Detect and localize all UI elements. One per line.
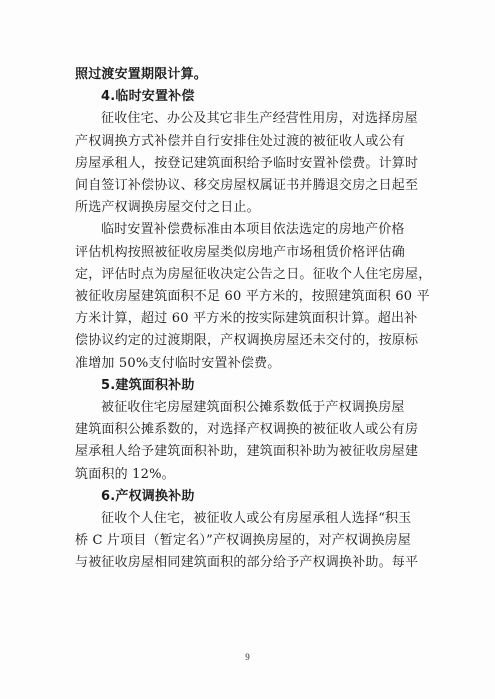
section-heading-4: 4.临时安置补偿	[101, 89, 195, 105]
text-line: 征收个人住宅，被征收人或公有房屋承租人选择“积玉	[101, 511, 412, 527]
text-line: 屋承租人给予建筑面积补助，建筑面积补助为被征收房屋建	[75, 444, 419, 460]
text-line: 筑面积的 12%。	[75, 466, 175, 482]
page-number: 9	[245, 652, 250, 662]
document-body	[75, 64, 432, 575]
text-line: 与被征收房屋相同建筑面积的部分给予产权调换补助。每平	[75, 555, 419, 571]
text-line: 建筑面积公摊系数的，对选择产权调换的被征收人或公有房	[75, 422, 419, 438]
text-line: 方米计算，超过 60 平方米的按实际建筑面积计算。超出补	[75, 311, 418, 327]
text-line: 照过渡安置期限计算。	[75, 67, 208, 82]
text-line: 间自签订补偿协议、移交房屋权属证书并腾退交房之日起至	[75, 178, 419, 194]
text-line: 产权调换方式补偿并自行安排住处过渡的被征收人或公有	[75, 133, 406, 149]
text-line: 桥 C 片项目（暂定名）”产权调换房屋的，对产权调换房屋	[75, 533, 411, 549]
text-line: 被征收住宅房屋建筑面积公摊系数低于产权调换房屋	[101, 400, 405, 416]
text-line: 评估机构按照被征收房屋类似房地产市场租赁价格评估确	[75, 244, 406, 260]
text-line: 定，评估时点为房屋征收决定公告之日。征收个人住宅房屋，	[75, 266, 432, 282]
text-line: 偿协议约定的过渡期限，产权调换房屋还未交付的，按原标	[75, 333, 419, 349]
section-heading-5: 5.建筑面积补助	[101, 377, 195, 393]
text-line: 临时安置补偿费标准由本项目依法选定的房地产价格	[101, 222, 405, 238]
text-line: 被征收房屋建筑面积不足 60 平方米的，按照建筑面积 60 平	[75, 289, 430, 305]
text-line: 征收住宅、办公及其它非生产经营性用房，对选择房屋	[101, 111, 418, 127]
text-line: 所选产权调换房屋交付之日止。	[75, 200, 260, 216]
text-line: 房屋承租人，按登记建筑面积给予临时安置补偿费。计算时	[75, 155, 419, 171]
text-line: 准增加 50%支付临时安置补偿费。	[75, 355, 281, 371]
section-heading-6: 6.产权调换补助	[101, 488, 195, 504]
